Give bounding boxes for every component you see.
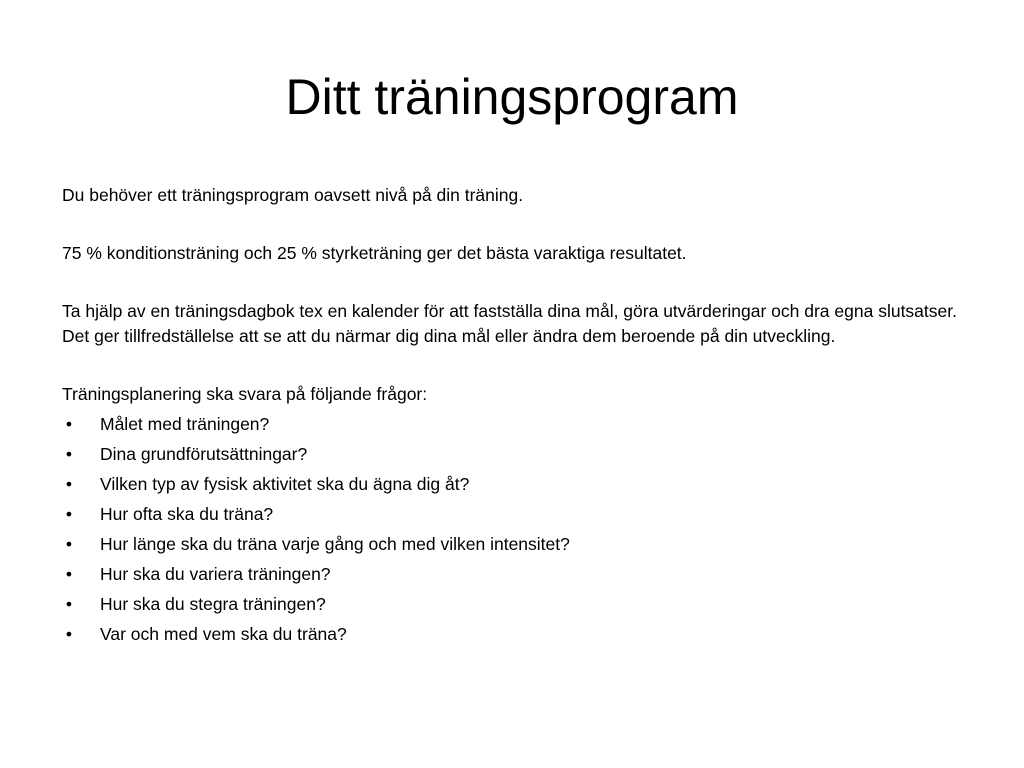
bullet-icon: •: [65, 444, 73, 464]
bullet-icon: •: [65, 414, 73, 434]
bullet-icon: •: [65, 594, 73, 614]
question-list: [62, 409, 962, 649]
paragraph-training-split: 75 % konditionsträning och 25 % styrketräning ger det bästa varaktiga resultatet.: [62, 243, 687, 263]
list-item: [62, 589, 962, 619]
list-item: [62, 529, 962, 559]
list-item: [62, 499, 962, 529]
bullet-icon: •: [65, 474, 73, 494]
bullet-icon: •: [65, 624, 73, 644]
list-item-text: Hur ofta ska du träna?: [100, 504, 274, 524]
list-item: [62, 559, 962, 589]
list-item: [62, 409, 962, 439]
list-item-text: Vilken typ av fysisk aktivitet ska du ägna dig åt?: [100, 474, 470, 494]
list-item: [62, 439, 962, 469]
list-item-text: Var och med vem ska du träna?: [100, 624, 347, 644]
list-item-text: Målet med träningen?: [100, 414, 270, 434]
slide-title: Ditt träningsprogram: [285, 69, 739, 125]
bullet-icon: •: [65, 504, 73, 524]
list-item-text: Hur ska du stegra träningen?: [100, 594, 326, 614]
list-item-text: Dina grundförutsättningar?: [100, 444, 308, 464]
bullet-icon: •: [65, 564, 73, 584]
paragraph-need-program: Du behöver ett träningsprogram oavsett nivå på din träning.: [62, 185, 524, 205]
list-intro: Träningsplanering ska svara på följande frågor:: [62, 384, 428, 404]
paragraph-training-diary: Ta hjälp av en träningsdagbok tex en kalender för att fastställa dina mål, göra utvärderingar och dra egna slutsatser. Det ger tillfredställelse att se att du närmar dig dina mål eller ändra dem beroende på din utveckling.: [62, 301, 957, 346]
slide-body: [62, 183, 962, 649]
bullet-icon: •: [65, 534, 73, 554]
list-item: [62, 619, 962, 649]
list-item-text: Hur länge ska du träna varje gång och med vilken intensitet?: [100, 534, 570, 554]
list-item: [62, 469, 962, 499]
list-item-text: Hur ska du variera träningen?: [100, 564, 331, 584]
